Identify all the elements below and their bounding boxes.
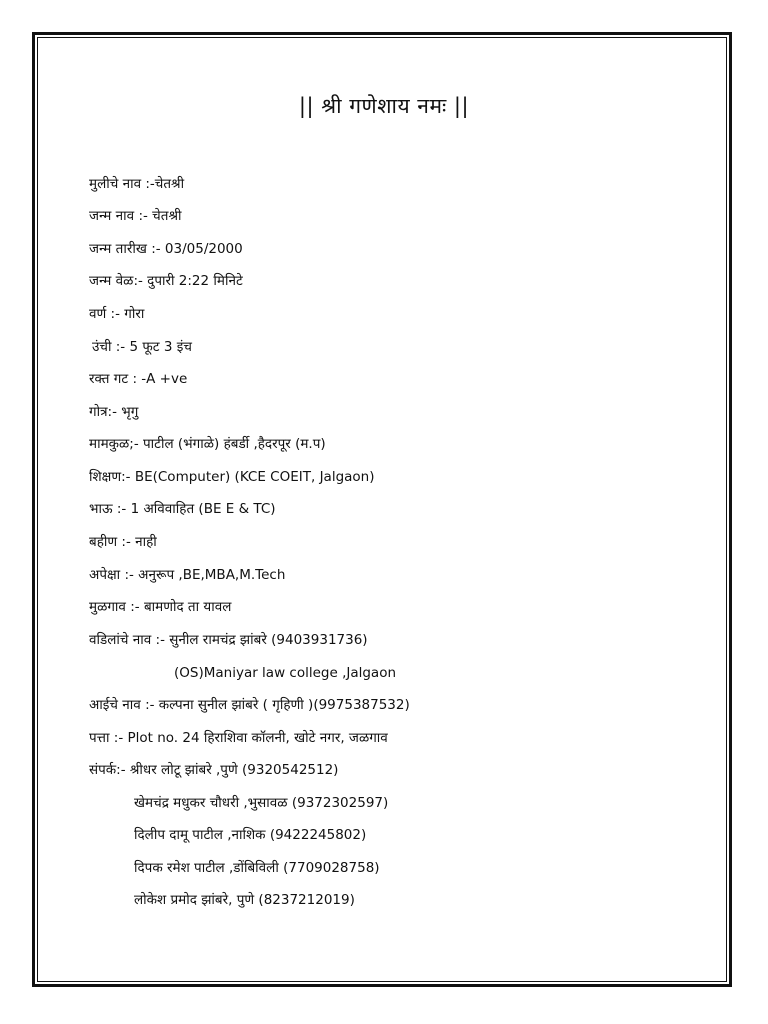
gotra-line: गोत्र:- भृगु (89, 404, 139, 420)
complexion-line: वर्ण :- गोरा (89, 306, 145, 322)
birth-name-line: जन्म नाव :- चेतश्री (89, 208, 182, 224)
maternal-family-line: मामकुळ;- पाटील (भंगाळे) हंबर्डी ,हैदरपूर (म.प) (89, 436, 326, 452)
contact-item: खेमचंद्र मधुकर चौधरी ,भुसावळ (9372302597) (134, 795, 389, 811)
page-title: || श्री गणेशाय नमः || (298, 94, 470, 118)
contact-item: दिलीप दामू पाटील ,नाशिक (9422245802) (134, 827, 367, 843)
contact-item: लोकेश प्रमोद झांबरे, पुणे (8237212019) (134, 892, 355, 908)
father-occupation-line: (OS)Maniyar law college ,Jalgaon (174, 665, 397, 681)
girl-name-line: मुलीचे नाव :-चेतश्री (89, 176, 185, 192)
blood-group-line: रक्त गट : -A +ve (89, 371, 188, 387)
education-line: शिक्षण:- BE(Computer) (KCE COEIT, Jalgaon) (89, 469, 375, 485)
native-place-line: मुळगाव :- बामणोद ता यावल (89, 599, 232, 615)
height-line: उंची :- 5 फूट 3 इंच (92, 339, 192, 355)
brother-line: भाऊ :- 1 अविवाहित (BE E & TC) (89, 501, 276, 517)
birth-date-line: जन्म तारीख :- 03/05/2000 (89, 241, 243, 257)
sister-line: बहीण :- नाही (89, 534, 157, 550)
birth-time-line: जन्म वेळ:- दुपारी 2:22 मिनिटे (89, 273, 243, 289)
mother-name-line: आईचे नाव :- कल्पना सुनील झांबरे ( गृहिणी )(9975387532) (89, 697, 410, 713)
contact-line: संपर्क:- श्रीधर लोटू झांबरे ,पुणे (9320542512) (89, 762, 339, 778)
contact-item: दिपक रमेश पाटील ,डोंबिविली (7709028758) (134, 860, 380, 876)
father-name-line: वडिलांचे नाव :- सुनील रामचंद्र झांबरे (9403931736) (89, 632, 368, 648)
address-line: पत्ता :- Plot no. 24 हिराशिवा कॉलनी, खोटे नगर, जळगाव (89, 730, 388, 746)
expectation-line: अपेक्षा :- अनुरूप ,BE,MBA,M.Tech (89, 567, 286, 583)
